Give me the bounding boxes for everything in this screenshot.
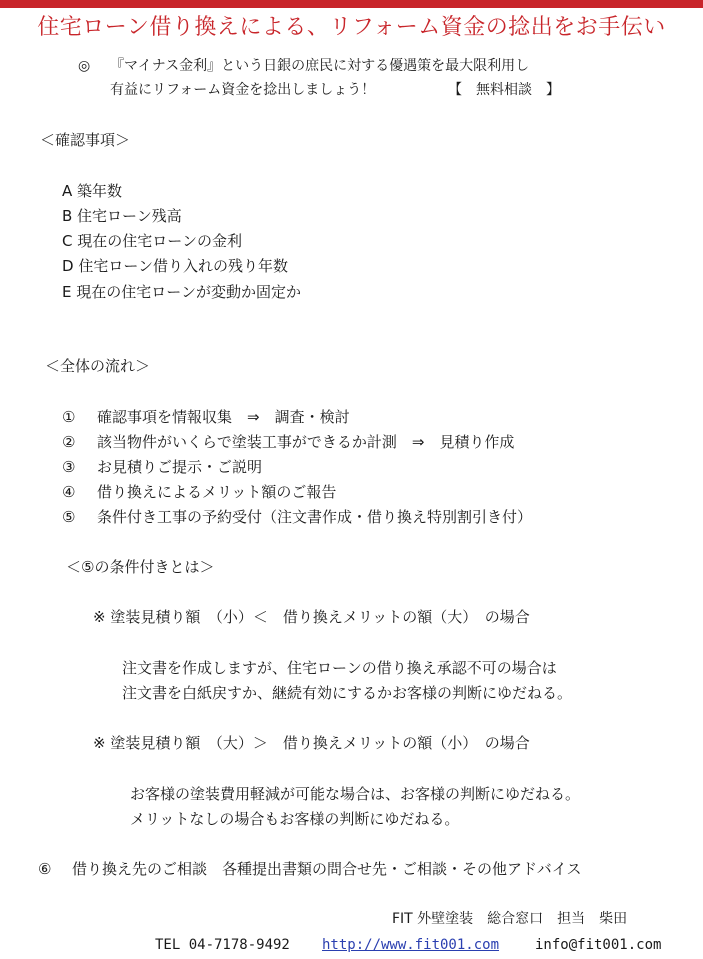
case2-title: ※ 塗装見積り額 （大）＞ 借り換えメリットの額（小） の場合 [93, 734, 530, 752]
intro-line-1: 『マイナス金利』という日銀の庶民に対する優遇策を最大限利用し [110, 58, 530, 74]
case2-line-2: メリットなしの場合もお客様の判断にゆだねる。 [130, 810, 460, 828]
intro-line-2: 有益にリフォーム資金を捻出しましょう！ [110, 82, 376, 98]
case1-line-1: 注文書を作成しますが、住宅ローンの借り換え承認不可の場合は [122, 659, 557, 677]
top-accent-bar [0, 0, 703, 8]
flow-item: お見積りご提示・ご説明 [97, 458, 263, 476]
confirm-item: C 現在の住宅ローンの金利 [62, 232, 242, 250]
confirm-item: E 現在の住宅ローンが変動か固定か [62, 283, 301, 301]
flow-num: ⑤ [62, 508, 76, 526]
footer-website-link[interactable]: http://www.fit001.com [322, 937, 500, 953]
flow-item: 確認事項を情報収集 ⇒ 調査・検討 [97, 408, 350, 426]
flow-num: ② [62, 433, 76, 451]
confirm-item: A 築年数 [62, 182, 123, 200]
flow-num: ④ [62, 483, 76, 501]
case1-line-2: 注文書を白紙戻すか、継続有効にするかお客様の判断にゆだねる。 [122, 684, 573, 702]
step6-num: ⑥ [38, 860, 52, 878]
footer-email: info@fit001.com [535, 937, 662, 953]
flow-item: 条件付き工事の予約受付（注文書作成・借り換え特別割引き付） [97, 508, 533, 526]
flow-item: 借り換えによるメリット額のご報告 [97, 483, 337, 501]
page-title: 住宅ローン借り換えによる、リフォーム資金の捻出をお手伝い [37, 15, 666, 40]
footer-tel: TEL 04-7178-9492 [155, 937, 290, 953]
confirm-item: B 住宅ローン残高 [62, 207, 182, 225]
intro-mark: ◎ [78, 58, 91, 74]
free-consult-badge: 【 無料相談 】 [448, 82, 560, 98]
flow-num: ③ [62, 458, 76, 476]
confirm-heading: ＜確認事項＞ [40, 131, 131, 149]
case2-line-1: お客様の塗装費用軽減が可能な場合は、お客様の判断にゆだねる。 [130, 785, 581, 803]
step6-text: 借り換え先のご相談 各種提出書類の問合せ先・ご相談・その他アドバイス [72, 860, 582, 878]
flow-item: 該当物件がいくらで塗装工事ができるか計測 ⇒ 見積り作成 [97, 433, 515, 451]
case1-title: ※ 塗装見積り額 （小）＜ 借り換えメリットの額（大） の場合 [93, 608, 530, 626]
conditions-heading: ＜⑤の条件付きとは＞ [66, 558, 215, 576]
footer-company: FIT 外壁塗装 総合窓口 担当 柴田 [392, 911, 628, 927]
confirm-item: D 住宅ローン借り入れの残り年数 [62, 257, 289, 275]
flow-num: ① [62, 408, 76, 426]
flow-heading: ＜全体の流れ＞ [45, 357, 151, 375]
